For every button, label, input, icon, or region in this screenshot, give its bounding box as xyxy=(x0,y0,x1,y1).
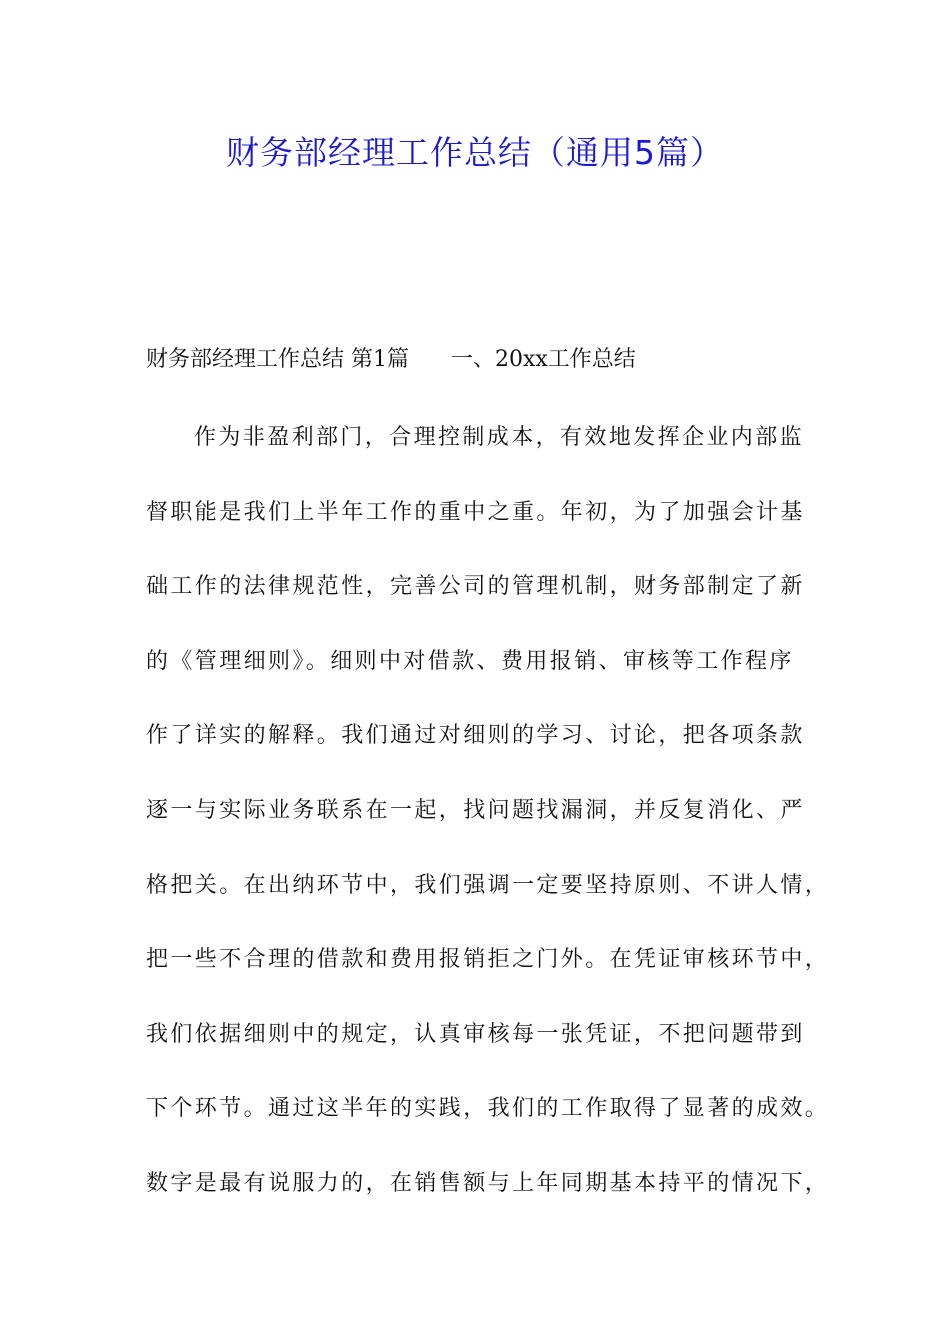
body-paragraph xyxy=(146,401,836,1222)
paragraph-line: 把一些不合理的借款和费用报销拒之门外。在凭证审核环节中， xyxy=(146,947,830,973)
paragraph-line: 下个环节。通过这半年的实践，我们的工作取得了显著的成效。 xyxy=(146,1096,830,1122)
paragraph-line: 数字是最有说服力的，在销售额与上年同期基本持平的情况下， xyxy=(146,1170,830,1196)
subsection-title: 一、20xx工作总结 xyxy=(451,347,636,372)
paragraph-line: 作了详实的解释。我们通过对细则的学习、讨论，把各项条款 xyxy=(146,723,805,749)
paragraph-line: 作为非盈利部门，合理控制成本，有效地发挥企业内部监 xyxy=(194,425,805,450)
paragraph-line: 逐一与实际业务联系在一起，找问题找漏洞，并反复消化、严 xyxy=(146,797,805,823)
paragraph-line: 的《管理细则》。细则中对借款、费用报销、审核等工作程序 xyxy=(146,648,794,674)
paragraph-line: 我们依据细则中的规定，认真审核每一张凭证，不把问题带到 xyxy=(146,1021,805,1047)
document-title: 财务部经理工作总结（通用5篇） xyxy=(226,133,724,172)
paragraph-line: 格把关。在出纳环节中，我们强调一定要坚持原则、不讲人情， xyxy=(146,872,830,898)
paragraph-line: 督职能是我们上半年工作的重中之重。年初，为了加强会计基 xyxy=(146,499,805,525)
paragraph-line: 础工作的法律规范性，完善公司的管理机制，财务部制定了新 xyxy=(146,574,805,600)
section-title: 财务部经理工作总结 第1篇 xyxy=(146,347,409,372)
section-heading-line xyxy=(146,342,836,378)
